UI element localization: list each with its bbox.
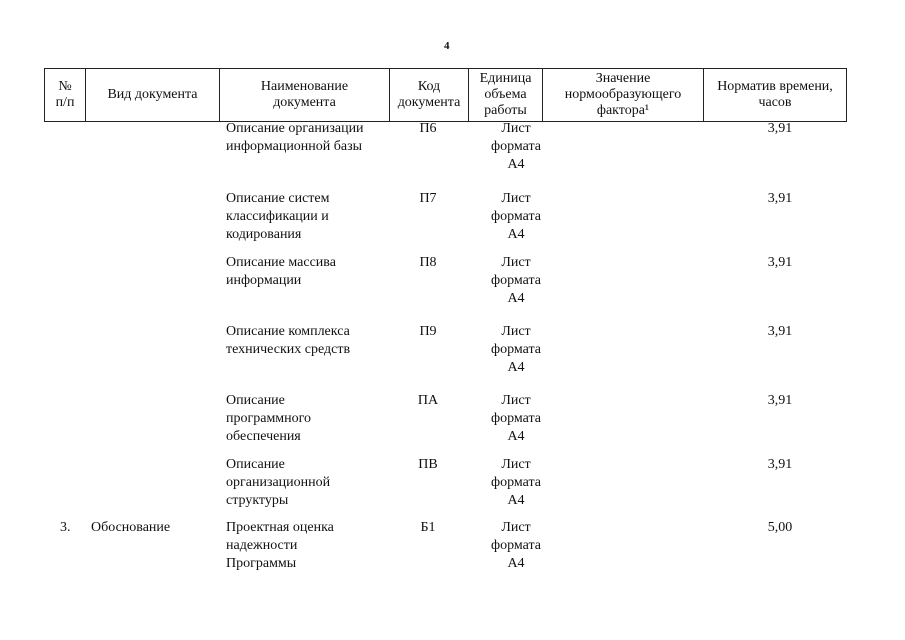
row-code: ПВ (418, 457, 438, 472)
table-header (44, 68, 847, 122)
row-name: Описание комплекса технических средств (226, 324, 351, 357)
row-unit: Лист формата А4 (491, 121, 541, 172)
header-num: № п/п (45, 69, 86, 122)
row-unit: Лист формата А4 (491, 457, 541, 508)
header-factor: Значение нормообразующего фактора¹ (543, 69, 704, 122)
row-norm: 3,91 (767, 121, 793, 136)
header-name: Наименование документа (220, 69, 390, 122)
row-name: Описание массива информации (226, 255, 336, 288)
row-name: Описание организационной структуры (226, 457, 331, 508)
header-unit: Единица объема работы (469, 69, 543, 122)
row-unit: Лист формата А4 (491, 520, 541, 571)
row-num: 3. (60, 520, 71, 535)
page-number: 4 (444, 40, 450, 52)
header-kind: Вид документа (86, 69, 220, 122)
row-norm: 3,91 (767, 191, 793, 206)
row-code: П9 (419, 324, 437, 339)
row-code: П6 (419, 121, 437, 136)
row-unit: Лист формата А4 (491, 324, 541, 375)
row-norm: 3,91 (767, 457, 793, 472)
row-unit: Лист формата А4 (491, 255, 541, 306)
row-unit: Лист формата А4 (491, 393, 541, 444)
header-norm: Норматив времени, часов (704, 69, 847, 122)
row-code: ПА (417, 393, 439, 408)
row-name: Описание систем классификации и кодирования (226, 191, 330, 242)
row-name: Описание организации информационной базы (226, 121, 364, 154)
row-code: П8 (419, 255, 437, 270)
row-code: Б1 (420, 520, 436, 535)
row-unit: Лист формата А4 (491, 191, 541, 242)
row-name: Описание программного обеспечения (226, 393, 312, 444)
row-norm: 3,91 (767, 393, 793, 408)
row-norm: 3,91 (767, 324, 793, 339)
row-kind: Обоснование (91, 520, 171, 535)
header-code: Код документа (390, 69, 469, 122)
row-code: П7 (419, 191, 437, 206)
row-name: Проектная оценка надежности Программы (226, 520, 334, 571)
row-norm: 5,00 (767, 520, 793, 535)
row-norm: 3,91 (767, 255, 793, 270)
